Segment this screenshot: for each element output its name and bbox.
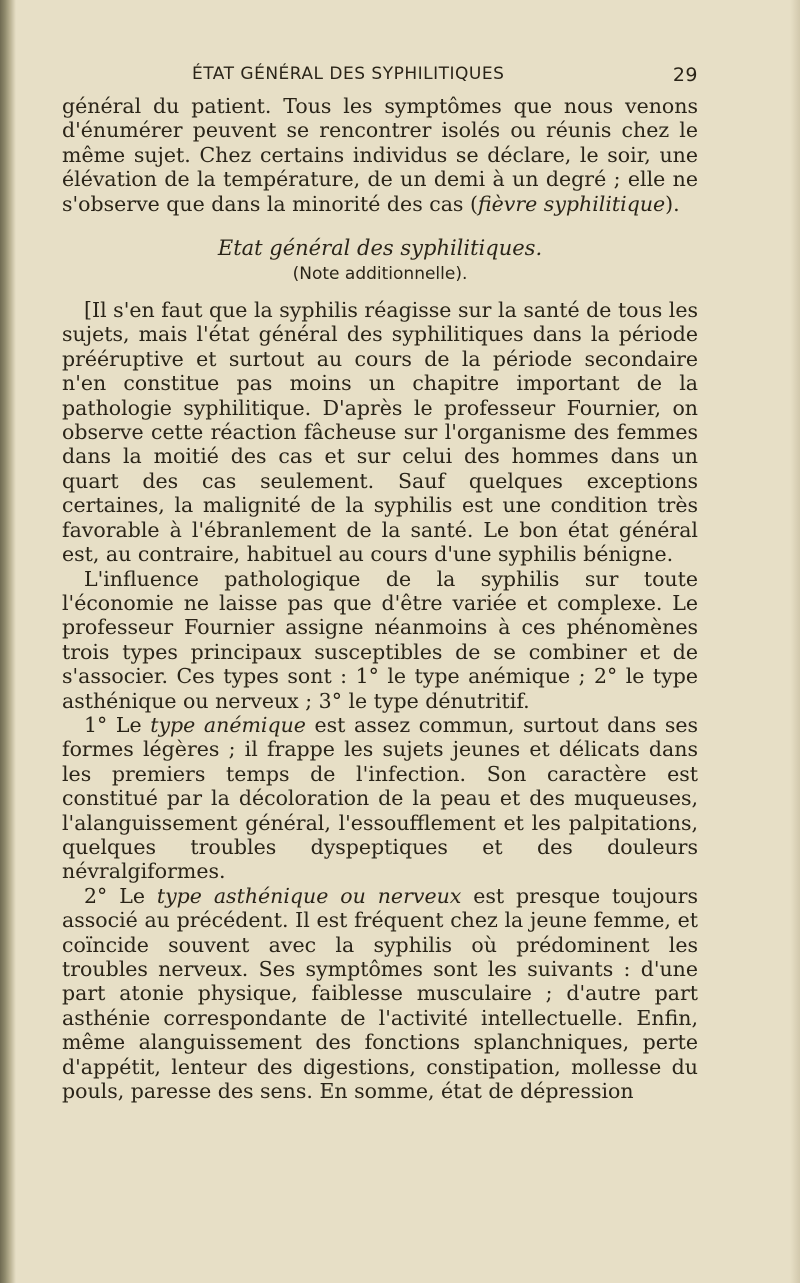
italic-term: type asthénique ou nerveux <box>156 883 462 908</box>
paragraph <box>62 884 698 1104</box>
text-run: est assez commun, surtout dans ses formes légères ; il frappe les sujets jeunes et délicats dans les premiers temps de l'infection. Son caractère est constitué par la décoloration de la peau et des muqueuses, l'alanguissement général, l'essoufflement et les palpitations, quelques troubles dyspeptiques et des douleurs névralgiformes. <box>62 712 698 884</box>
text-run: 2° Le <box>84 883 157 908</box>
section-heading: Etat général des syphilitiques. <box>217 236 543 261</box>
italic-term: fièvre syphilitique <box>477 191 666 216</box>
paragraph <box>62 713 698 884</box>
section-note: (Note additionnelle). <box>292 264 468 285</box>
book-page <box>62 58 698 1103</box>
paragraph: [Il s'en faut que la syphilis réagisse sur la santé de tous les sujets, mais l'état général des syphilitiques dans la période prééruptive et surtout au cours de la période secondaire n'en constitue pas moins un chapitre important de la pathologie syphilitique. D'après le professeur Fournier, on observe cette réaction fâcheuse sur l'organisme des femmes dans la moitié des cas et sur celui des hommes dans un quart des cas seulement. Sauf quelques exceptions certaines, la malignité de la syphilis est une condition très favorable à l'ébranlement de la santé. Le bon état général est, au contraire, habituel au cours d'une syphilis bénigne. <box>62 298 698 567</box>
running-head <box>62 58 698 94</box>
text-run: ). <box>665 191 680 216</box>
text-run: est presque toujours associé au précédent. Il est fréquent chez la jeune femme, et coïncide souvent avec la syphilis où prédominent les troubles nerveux. Ses symptômes sont les suivants : d'une part atonie physique, faiblesse musculaire ; d'autre part asthénie correspondante de l'activité intellectuelle. Enfin, même alanguissement des fonctions splanchniques, perte d'appétit, lenteur des digestions, constipation, mollesse du pouls, paresse des sens. En somme, état de dépression <box>62 883 698 1104</box>
running-title: ÉTAT GÉNÉRAL DES SYPHILITIQUES <box>192 64 505 84</box>
page-number: 29 <box>672 64 698 86</box>
italic-term: type anémique <box>150 712 306 737</box>
page-edge <box>790 0 800 1283</box>
text-run: général du patient. Tous les symptômes que nous venons d'énumérer peuvent se rencontrer isolés ou réunis chez le même sujet. Chez certains individus se déclare, le soir, une élévation de la température, de un demi à un degré ; elle ne s'observe que dans la minorité des cas ( <box>62 94 698 216</box>
text-run: 1° Le <box>84 712 151 737</box>
binding-gutter <box>0 0 16 1283</box>
paragraph: L'influence pathologique de la syphilis sur toute l'économie ne laisse pas que d'être variée et complexe. Le professeur Fournier assigne néanmoins à ces phénomènes trois types principaux susceptibles de se combiner et de s'associer. Ces types sont : 1° le type anémique ; 2° le type asthénique ou nerveux ; 3° le type dénutritif. <box>62 566 698 713</box>
paragraph-continuation <box>62 94 698 216</box>
